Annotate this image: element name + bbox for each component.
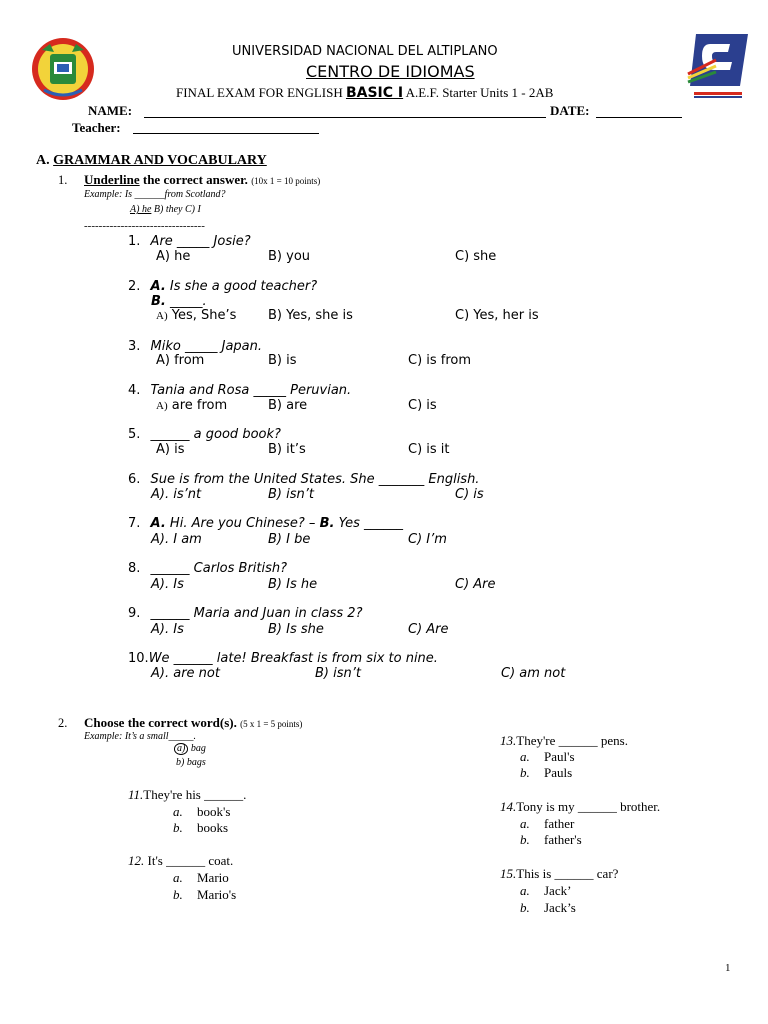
option-letter: b. [520, 832, 530, 847]
option-text: father [544, 816, 575, 831]
language-center-logo [686, 30, 750, 102]
question-text: ______ Maria and Juan in class 2? [150, 606, 363, 621]
option-text: Jack’s [544, 900, 576, 915]
question-text: We ______ late! Breakfast is from six to nine. [148, 651, 438, 666]
question-number: 7. [128, 516, 141, 531]
option-b[interactable] [173, 820, 228, 836]
question-5 [128, 427, 281, 442]
option-a[interactable]: A). Is [151, 577, 184, 592]
exam-title-prefix: FINAL EXAM FOR ENGLISH [176, 85, 343, 100]
option-b[interactable] [520, 832, 582, 848]
option-a-text: Yes, She’s [167, 308, 237, 323]
option-text: Paul's [544, 749, 575, 764]
option-a[interactable] [520, 749, 575, 765]
question-number: 8. [128, 561, 141, 576]
option-a-letter: A) [156, 400, 168, 412]
option-a[interactable]: A) he [156, 249, 191, 264]
option-b[interactable]: B) Yes, she is [268, 308, 353, 323]
option-b[interactable] [520, 765, 572, 781]
option-c[interactable]: C) Are [408, 622, 449, 637]
option-b[interactable]: B) Is he [268, 577, 318, 592]
date-label: DATE: [550, 103, 590, 118]
part2-example-answer-b: b) bags [176, 757, 206, 768]
question-number: 9. [128, 606, 141, 621]
question-number: 14. [500, 799, 517, 814]
teacher-field[interactable] [133, 133, 319, 134]
option-b[interactable] [520, 900, 576, 916]
question-3 [128, 339, 262, 354]
question-number: 1. [128, 234, 141, 249]
question-number: 6. [128, 472, 141, 487]
question-14 [500, 799, 660, 815]
question-text: Is she a good teacher? [165, 279, 318, 294]
option-c[interactable]: C) am not [501, 666, 566, 681]
question-text: Are _____ Josie? [150, 234, 251, 249]
option-a[interactable] [156, 308, 236, 323]
option-c[interactable]: C) I’m [408, 532, 447, 547]
part1-example-answers [130, 204, 201, 215]
university-name: UNIVERSIDAD NACIONAL DEL ALTIPLANO [232, 44, 498, 59]
question-text: This is ______ car? [516, 866, 619, 881]
question-text: ______ Carlos British? [150, 561, 288, 576]
exam-level: BASIC I [345, 85, 404, 101]
part2-example: Example: It’s a small_____. [84, 731, 197, 742]
question-4 [128, 383, 351, 398]
question-8 [128, 561, 287, 576]
question-number: 12. [128, 853, 145, 868]
option-text: book's [197, 804, 231, 819]
part2-instruction [84, 715, 302, 731]
option-a[interactable]: A) is [156, 442, 185, 457]
option-c[interactable]: C) is it [408, 442, 450, 457]
option-letter: b. [520, 900, 530, 915]
option-b[interactable]: B) Is she [268, 622, 324, 637]
question-text: It's ______ coat. [144, 853, 234, 868]
part2-points: (5 x 1 = 5 points) [240, 719, 303, 729]
question-11 [128, 787, 246, 803]
option-a[interactable] [520, 816, 574, 832]
option-letter: b. [520, 765, 530, 780]
question-number: 10. [128, 651, 149, 666]
question-text: Hi. Are you Chinese? – [165, 516, 320, 531]
option-text: Jack’ [544, 883, 572, 898]
section-a-letter: A. [36, 153, 50, 168]
section-a-heading: GRAMMAR AND VOCABULARY [53, 153, 267, 168]
option-text: books [197, 820, 229, 835]
part1-points: (10x 1 = 10 points) [251, 176, 321, 186]
teacher-label: Teacher: [72, 120, 121, 135]
option-b[interactable]: B) it’s [268, 442, 306, 457]
question-10 [128, 651, 438, 666]
question-number: 15. [500, 866, 517, 881]
option-letter: a. [520, 816, 530, 831]
speaker-a-label: A. [150, 516, 166, 531]
question-text: Tania and Rosa _____ Peruvian. [150, 383, 352, 398]
center-name: CENTRO DE IDIOMAS [306, 62, 475, 81]
part1-example-answer-a: A) he [130, 204, 152, 215]
option-b[interactable]: B) isn’t [315, 666, 361, 681]
example-circle: a) [174, 743, 188, 755]
question-text: Sue is from the United States. She _______ English. [150, 472, 480, 487]
option-b[interactable]: B) you [268, 249, 311, 264]
part2-number: 2. [58, 716, 68, 730]
option-c[interactable]: C) Yes, her is [455, 308, 539, 323]
question-number: 5. [128, 427, 141, 442]
option-text: Mario's [197, 887, 237, 902]
option-a[interactable]: A). is’nt [151, 487, 202, 502]
part1-example: Example: Is ______from Scotland? [84, 189, 226, 200]
option-letter: b. [173, 887, 183, 902]
question-13 [500, 733, 628, 749]
option-a[interactable] [156, 398, 227, 413]
question-number: 4. [128, 383, 141, 398]
option-text: Mario [197, 870, 229, 885]
option-text: father's [544, 832, 582, 847]
question-number: 13. [500, 733, 517, 748]
speaker-b-label: B. [319, 516, 335, 531]
university-crest-logo [30, 36, 96, 102]
option-letter: a. [173, 870, 183, 885]
part1-instruction-rest: the correct answer. [139, 172, 248, 187]
question-text: They're ______ pens. [516, 733, 628, 748]
question-2-line-b [151, 294, 207, 309]
question-6 [128, 472, 479, 487]
question-text: ______ a good book? [150, 427, 281, 442]
section-a-title [36, 153, 267, 169]
option-letter: a. [520, 749, 530, 764]
option-b[interactable] [173, 887, 236, 903]
option-a[interactable] [173, 870, 229, 886]
question-1 [128, 234, 251, 249]
option-letter: a. [520, 883, 530, 898]
option-a-text: are from [167, 398, 228, 413]
question-text: Tony is my ______ brother. [516, 799, 661, 814]
question-15 [500, 866, 618, 882]
part2-instruction-text: Choose the correct word(s). [84, 715, 237, 730]
question-12 [128, 853, 233, 869]
option-b[interactable]: B) is [268, 353, 297, 368]
question-9 [128, 606, 362, 621]
option-a[interactable]: A). are not [151, 666, 220, 681]
option-a[interactable]: A). I am [151, 532, 202, 547]
part1-divider: --------------------------------- [84, 220, 205, 232]
exam-title [176, 85, 553, 101]
page-number: 1 [725, 962, 731, 974]
question-text: Miko _____ Japan. [150, 339, 263, 354]
option-letter: a. [173, 804, 183, 819]
option-text: Pauls [544, 765, 573, 780]
name-field[interactable] [144, 117, 546, 118]
option-a[interactable] [173, 804, 230, 820]
option-b[interactable]: B) I be [268, 532, 311, 547]
name-label: NAME: [88, 103, 133, 118]
date-field[interactable] [596, 117, 682, 118]
part1-instruction-underlined: Underline [84, 172, 140, 187]
option-a[interactable]: A) from [156, 353, 205, 368]
question-blank: _____. [165, 294, 207, 309]
option-c[interactable]: C) is [455, 487, 484, 502]
question-text: They're his ______. [143, 787, 247, 802]
question-text-end: Yes ______ [334, 516, 403, 531]
part2-example-answer-a [174, 743, 206, 755]
speaker-a-label: A. [150, 279, 166, 294]
option-a-letter: A) [156, 310, 168, 322]
part1-instruction [84, 172, 320, 188]
part1-example-answer-bc: B) they C) I [153, 204, 201, 215]
speaker-b-label: B. [151, 294, 166, 309]
option-c[interactable]: C) is [408, 398, 437, 413]
part1-number: 1. [58, 173, 68, 187]
option-c[interactable]: C) is from [408, 353, 472, 368]
exam-title-suffix: A.E.F. Starter Units 1 - 2AB [405, 85, 554, 100]
question-number: 3. [128, 339, 141, 354]
question-number: 2. [128, 279, 141, 294]
question-7 [128, 516, 403, 531]
option-a[interactable] [520, 883, 571, 899]
option-c[interactable]: C) Are [455, 577, 496, 592]
option-b[interactable]: B) isn’t [268, 487, 314, 502]
question-2 [128, 279, 317, 294]
option-a[interactable]: A). Is [151, 622, 184, 637]
option-c[interactable]: C) she [455, 249, 497, 264]
option-letter: b. [173, 820, 183, 835]
option-b[interactable]: B) are [268, 398, 308, 413]
question-number: 11. [128, 787, 144, 802]
example-answer-word: bag [188, 743, 206, 754]
